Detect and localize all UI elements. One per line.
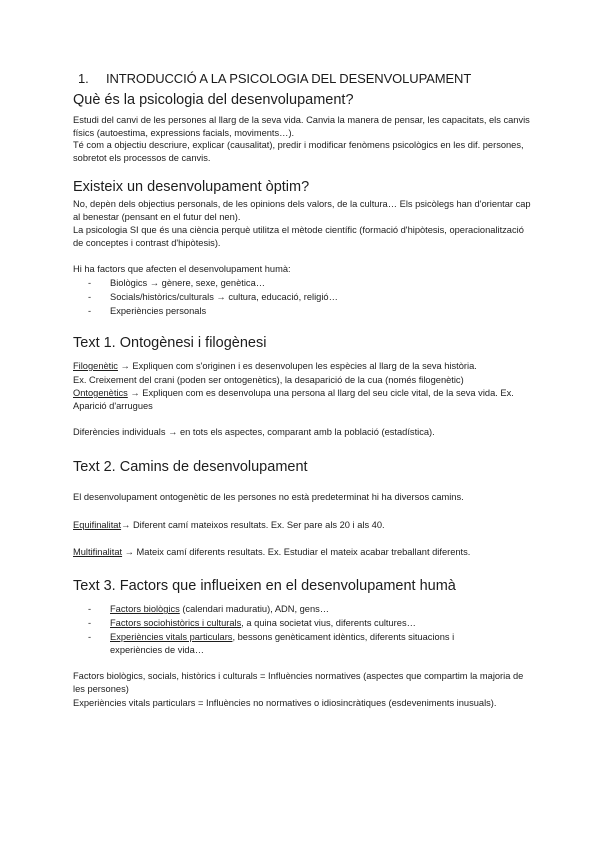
term-multifinality: Multifinalitat (73, 547, 123, 557)
paragraph-equifinality: Equifinalitat→ Diferent camí mateixos resultats. Ex. Ser pare als 20 i als 40. (73, 520, 385, 530)
paragraph-objective: Té com a objectiu descriure, explicar (causalitat), predir i modificar fenòmens psicològics en les dif. persones, sobretot els processos de canvis. (73, 140, 524, 163)
paragraph-normative: Factors biològics, socials, històrics i culturals = Influències normatives (aspectes que compartim la majoria de les persones) (73, 671, 524, 694)
list-item: - Factors sociohistòrics i culturals, a quina societat vius, diferents cultures… (88, 618, 416, 628)
paragraph-filogenetic-example: Ex. Creixement del crani (poden ser ontogenètics), la desaparició de la cua (només filogenètic) (73, 375, 464, 385)
section-heading-text3: Text 3. Factors que influeixen en el desenvolupament humà (73, 578, 456, 594)
section-heading-what-is: Què és la psicologia del desenvolupament? (73, 92, 354, 108)
paragraph-non-normative: Experiències vitals particulars = Influències no normatives o idiosincràtiques (esdeveniments inusuals). (73, 698, 497, 708)
paragraph-ontogenetic: Ontogenètics → Expliquen com es desenvolupa una persona al llarg del seu cicle vital, de la seva vida. Ex. Aparició d'arrugues (73, 388, 514, 411)
document-title (78, 71, 471, 86)
term-equifinality: Equifinalitat (73, 520, 122, 530)
paragraph-multifinality: Multifinalitat → Mateix camí diferents resultats. Ex. Estudiar el mateix acabar treballant diferents. (73, 547, 471, 557)
paragraph-optimal-answer: No, depèn dels objectius personals, de les opinions dels valors, de la cultura… Els psicòlegs han d'orientar cap al benestar (pensant en el futur del nen). (73, 199, 531, 222)
term-ontogenetic: Ontogenètics (73, 388, 128, 398)
paragraph-definition: Estudi del canvi de les persones al llarg de la seva vida. Canvia la manera de pensar, les capacitats, els canvis físics (autoestima, expressions facials, moviments…). (73, 115, 530, 138)
term-filogenetic: Filogenètic (73, 361, 118, 371)
paragraph-individual-differences: Diferències individuals → en tots els aspectes, comparant amb la població (estadística). (73, 427, 435, 437)
list-item: - Factors biològics (calendari maduratiu), ADN, gens… (88, 604, 330, 614)
paragraph-paths: El desenvolupament ontogenètic de les persones no està predeterminat hi ha diversos camins. (73, 492, 464, 502)
list-item: - Biològics → gènere, sexe, genètica… (88, 278, 266, 288)
section-heading-text1: Text 1. Ontogènesi i filogènesi (73, 335, 267, 351)
title-number: 1. (78, 71, 89, 86)
list-item: - Socials/històrics/culturals → cultura, educació, religió… (88, 292, 338, 302)
list-item: - Experiències vitals particulars, bessons genèticament idèntics, diferents situacions i experiències de vida… (88, 632, 455, 655)
list-item: - Experiències personals (88, 306, 207, 316)
title-text: INTRODUCCIÓ A LA PSICOLOGIA DEL DESENVOLUPAMENT (106, 71, 472, 86)
paragraph-filogenetic: Filogenètic → Expliquen com s'originen i es desenvolupen les espècies al llarg de la seva història. (73, 361, 477, 371)
section-heading-text2: Text 2. Camins de desenvolupament (73, 459, 308, 475)
section-heading-optimal: Existeix un desenvolupament òptim? (73, 179, 310, 195)
paragraph-science: La psicologia SI que és una ciència perquè utilitza el mètode científic (formació d'hipòtesis, operacionalització de conceptes i contrast d'hipòtesis). (73, 225, 524, 248)
paragraph-factors-intro: Hi ha factors que afecten el desenvolupament humà: (73, 264, 291, 274)
